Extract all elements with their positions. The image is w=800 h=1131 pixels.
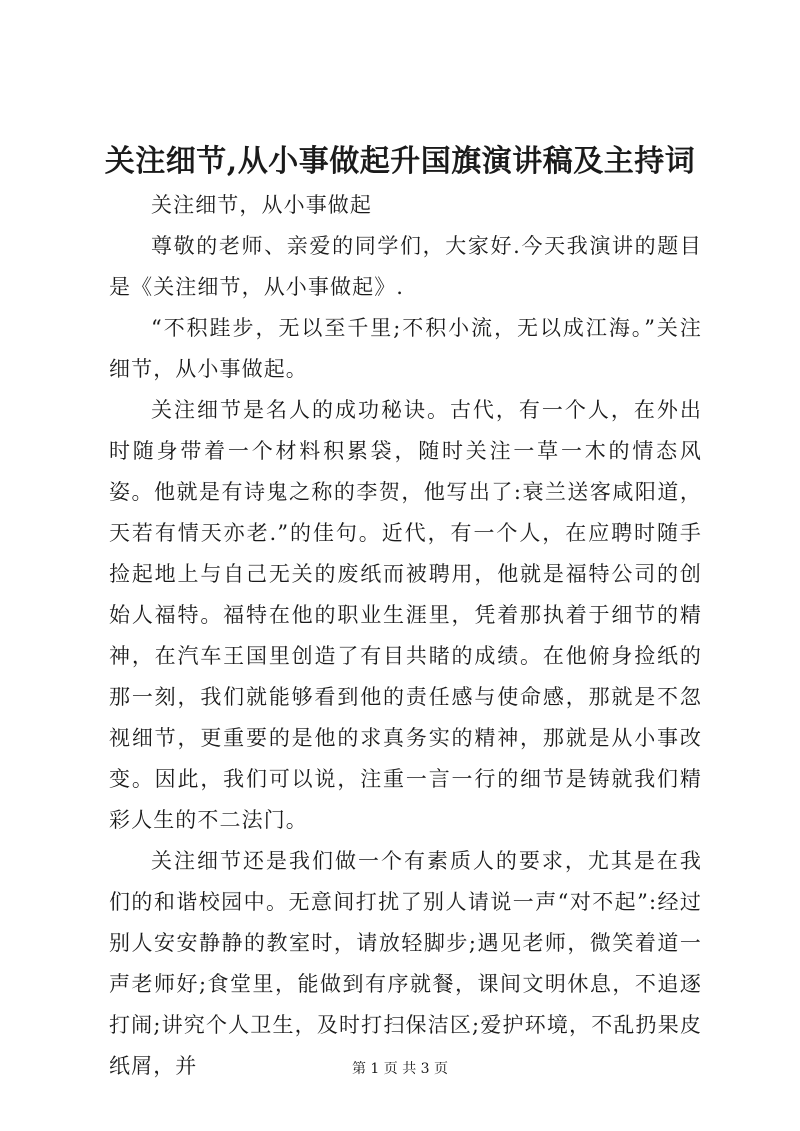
body-paragraph: 关注细节还是我们做一个有素质人的要求，尤其是在我们的和谐校园中。无意间打扰了别人请说一声“对不起”:经过别人安安静静的教室时，请放轻脚步;遇见老师，微笑着道一声老师好;食堂里，能做到有序就餐，课间文明休息，不追逐打闹;讲究个人卫生，及时打扫保洁区;爱护环境，不乱扔果皮纸屑，并 <box>109 849 702 1078</box>
document-title: 关注细节,从小事做起升国旗演讲稿及主持词 <box>104 144 696 179</box>
document-body <box>109 185 702 1087</box>
body-paragraph: “不积跬步，无以至千里;不积小流，无以成江海。”关注细节，从小事做起。 <box>109 316 702 381</box>
body-paragraph: 关注细节是名人的成功秘诀。古代，有一个人，在外出时随身带着一个材料积累袋，随时关注一草一木的情态风姿。他就是有诗鬼之称的李贺，他写出了:衰兰送客咸阳道，天若有情天亦老.”的佳句。近代，有一个人，在应聘时随手捡起地上与自己无关的废纸而被聘用，他就是福特公司的创始人福特。福特在他的职业生涯里，凭着那执着于细节的精神，在汽车王国里创造了有目共睹的成绩。在他俯身捡纸的那一刻，我们就能够看到他的责任感与使命感，那就是不忽视细节，更重要的是他的求真务实的精神，那就是从小事改变。因此，我们可以说，注重一言一行的细节是铸就我们精彩人生的不二法门。 <box>109 398 702 832</box>
body-paragraph: 尊敬的老师、亲爱的同学们，大家好.今天我演讲的题目是《关注细节，从小事做起》. <box>109 234 702 299</box>
subtitle-paragraph: 关注细节，从小事做起 <box>151 193 372 217</box>
page-number-footer: 第 1 页 共 3 页 <box>351 1061 449 1077</box>
